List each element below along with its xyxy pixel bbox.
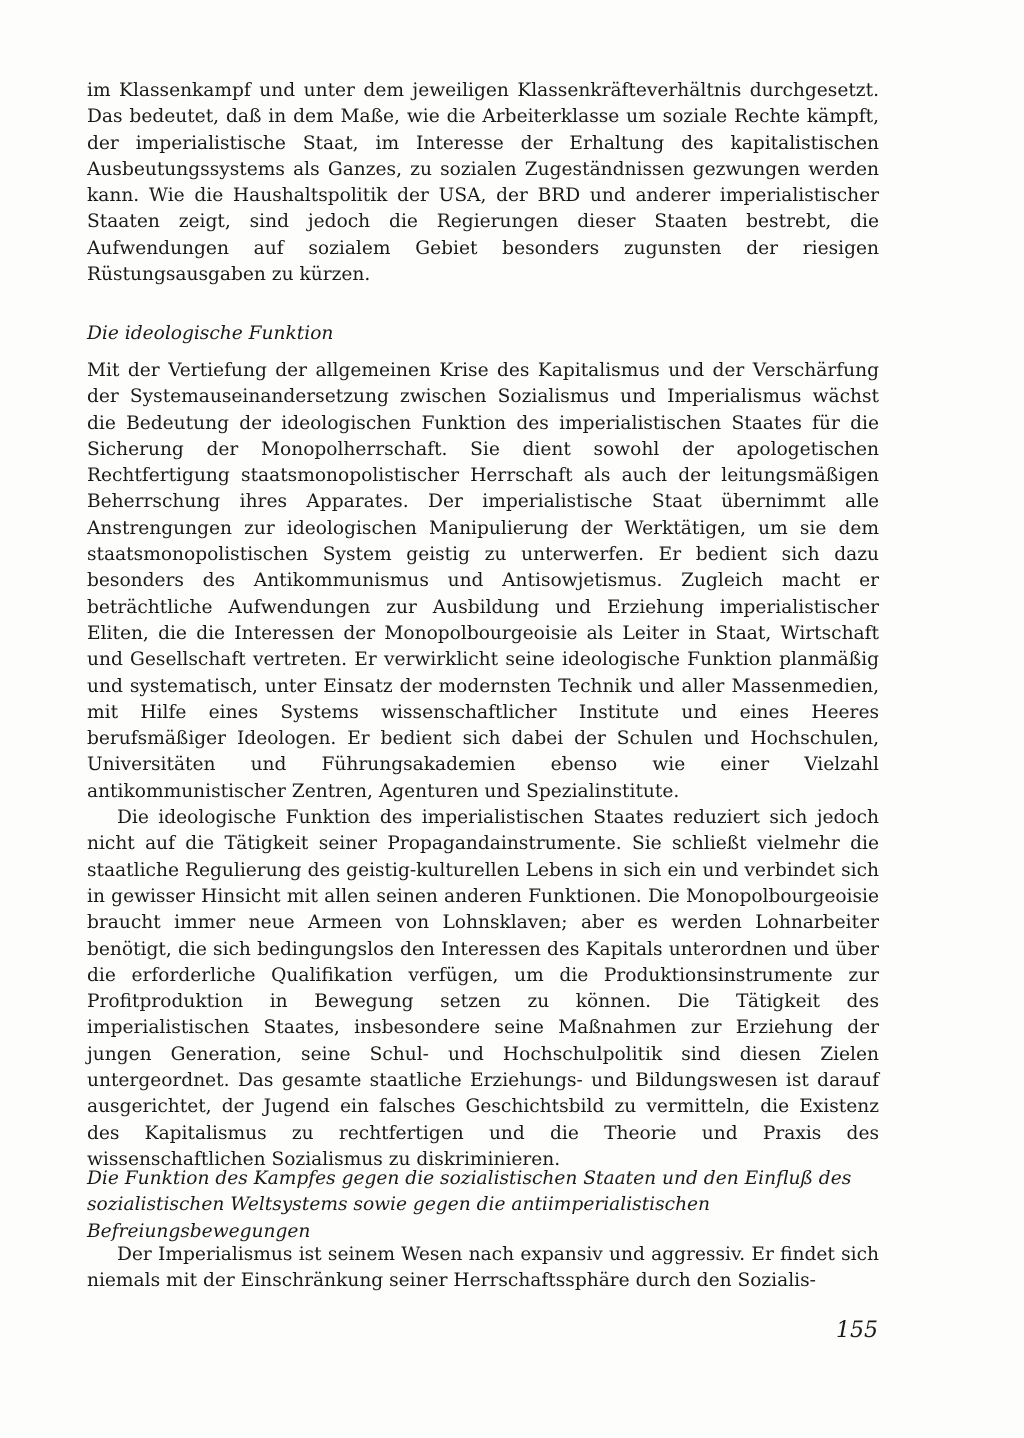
page-number: 155 bbox=[836, 1318, 878, 1343]
paragraph-struggle-1: Der Imperialismus ist seinem Wesen nach expansiv und aggressiv. Er findet sich niemals mit der Einschränkung seiner Herrschaftssphäre durch den Sozialis- bbox=[87, 1244, 879, 1292]
section-ideological bbox=[87, 358, 879, 1173]
paragraph-ideological-1: Mit der Vertiefung der allgemeinen Krise des Kapitalismus und der Verschärfung der Systemauseinandersetzung zwischen Sozialismus und Imperialismus wächst die Bedeutung der ideologischen Funktion des imperialistischen Staates für die Sicherung der Monopolherrschaft. Sie dient sowohl der apologetischen Rechtfertigung staatsmonopolistischer Herrschaft als auch der leitungsmäßigen Beherrschung ihres Apparates. Der imperialistische Staat übernimmt alle Anstrengungen zur ideologischen Manipulierung der Werktätigen, um sie dem staatsmonopolistischen System geistig zu unterwerfen. Er bedient sich dazu besonders des Antikommunismus und Antisowjetismus. Zugleich macht er beträchtliche Aufwendungen zur Ausbildung und Erziehung imperialistischer Eliten, die die Interessen der Monopolbourgeoisie als Leiter in Staat, Wirtschaft und Gesellschaft vertreten. Er verwirklicht seine ideologische Funktion planmäßig und systematisch, unter Einsatz der modernsten Technik und aller Massenmedien, mit Hilfe eines Systems wissenschaftlicher Institute und eines Heeres berufsmäßiger Ideologen. Er bedient sich dabei der Schulen und Hochschulen, Universitäten und Führungsakademien ebenso wie einer Vielzahl antikommunistischer Zentren, Agenturen und Spezialinstitute. bbox=[87, 360, 879, 802]
paragraph-intro-text: im Klassenkampf und unter dem jeweiligen Klassenkräfteverhältnis durchgesetzt. Das bedeutet, daß in dem Maße, wie die Arbeiterklasse um soziale Rechte kämpft, der imperialistische Staat, im Interesse der Erhaltung des kapitalistischen Ausbeutungssystems als Ganzes, zu sozialen Zugeständnissen gezwungen werden kann. Wie die Haushaltspolitik der USA, der BRD und anderer imperialistischer Staaten zeigt, sind jedoch die Regierungen dieser Staaten bestrebt, die Aufwendungen auf sozialem Gebiet besonders zugunsten der riesigen Rüstungsausgaben zu kürzen. bbox=[87, 80, 879, 286]
section-struggle bbox=[87, 1242, 879, 1295]
heading-struggle-function: Die Funktion des Kampfes gegen die sozialistischen Staaten und den Einfluß des sozialistischen Weltsystems sowie gegen die antiimperialistischen Befreiungsbewegungen bbox=[87, 1168, 852, 1242]
heading-ideological-function: Die ideologische Funktion bbox=[87, 323, 334, 344]
paragraph-intro bbox=[87, 78, 879, 288]
paragraph-ideological-2: Die ideologische Funktion des imperialistischen Staates reduziert sich jedoch nicht auf die Tätigkeit seiner Propagandainstrumente. Sie schließt vielmehr die staatliche Regulierung des geistig-kulturellen Lebens in sich ein und verbindet sich in gewisser Hinsicht mit allen seinen anderen Funktionen. Die Monopolbourgeoisie braucht immer neue Armeen von Lohnsklaven; aber es werden Lohnarbeiter benötigt, die sich bedingungslos den Interessen des Kapitals unterordnen und über die erforderliche Qualifikation verfügen, um die Produktionsinstrumente zur Profitproduktion in Bewegung setzen zu können. Die Tätigkeit des imperialistischen Staates, insbesondere seine Maßnahmen zur Erziehung der jungen Generation, seine Schul- und Hochschulpolitik sind diesen Zielen untergeordnet. Das gesamte staatliche Erziehungs- und Bildungswesen ist darauf ausgerichtet, der Jugend ein falsches Geschichtsbild zu vermitteln, die Existenz des Kapitalismus zu rechtfertigen und die Theorie und Praxis des wissenschaftlichen Sozialismus zu diskriminieren. bbox=[87, 807, 879, 1170]
